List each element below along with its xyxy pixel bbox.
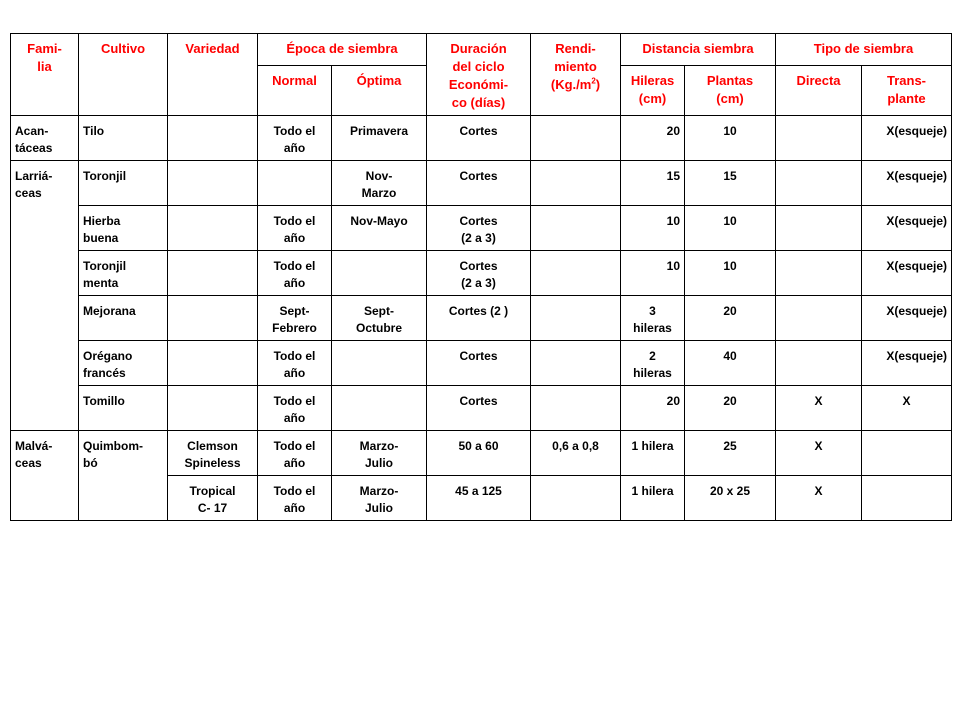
cell-plantas: 10: [685, 251, 776, 296]
table-row: [11, 206, 952, 251]
cell-duracion: Cortes (2 a 3): [427, 206, 531, 251]
cell-cultivo: Quimbom- bó: [79, 431, 168, 521]
cell-directa: [776, 116, 862, 161]
cell-rendimiento: [531, 206, 621, 251]
table-row: [11, 386, 952, 431]
cell-hileras: 10: [621, 251, 685, 296]
table-header: [11, 34, 952, 116]
header-cultivo: Cultivo: [79, 34, 168, 116]
cell-duracion: 50 a 60: [427, 431, 531, 476]
table-row: [11, 341, 952, 386]
cell-hileras: 1 hilera: [621, 476, 685, 521]
cell-directa: [776, 341, 862, 386]
header-distancia-siembra: Distancia siembra: [621, 34, 776, 66]
cell-transplante: X: [862, 386, 952, 431]
cell-normal: Todo el año: [258, 386, 332, 431]
cell-variedad: Tropical C- 17: [168, 476, 258, 521]
cell-transplante: [862, 431, 952, 476]
table-row: [11, 161, 952, 206]
header-directa: Directa: [776, 66, 862, 116]
cell-cultivo: Mejorana: [79, 296, 168, 341]
cell-cultivo: Hierba buena: [79, 206, 168, 251]
cell-variedad: Clemson Spineless: [168, 431, 258, 476]
cell-rendimiento: [531, 386, 621, 431]
cell-rendimiento: [531, 476, 621, 521]
cell-optima: [332, 341, 427, 386]
header-normal: Normal: [258, 66, 332, 116]
cell-optima: Sept- Octubre: [332, 296, 427, 341]
cell-hileras: 20: [621, 386, 685, 431]
cell-optima: Primavera: [332, 116, 427, 161]
cell-duracion: 45 a 125: [427, 476, 531, 521]
header-plantas: Plantas (cm): [685, 66, 776, 116]
cell-hileras: 3 hileras: [621, 296, 685, 341]
cell-variedad: [168, 116, 258, 161]
table-row: [11, 296, 952, 341]
cell-normal: Todo el año: [258, 476, 332, 521]
cell-variedad: [168, 341, 258, 386]
cell-plantas: 10: [685, 206, 776, 251]
table-row: [11, 116, 952, 161]
cell-familia: Malvá- ceas: [11, 431, 79, 521]
cell-directa: X: [776, 476, 862, 521]
cell-cultivo: Toronjil: [79, 161, 168, 206]
table-row: [11, 431, 952, 476]
header-transplante: Trans- plante: [862, 66, 952, 116]
header-familia: Fami- lia: [11, 34, 79, 116]
cell-duracion: Cortes: [427, 341, 531, 386]
cell-optima: Marzo- Julio: [332, 476, 427, 521]
cell-duracion: Cortes (2 a 3): [427, 251, 531, 296]
cell-hileras: 20: [621, 116, 685, 161]
cell-transplante: [862, 476, 952, 521]
header-optima: Óptima: [332, 66, 427, 116]
cell-normal: Sept- Febrero: [258, 296, 332, 341]
cell-cultivo: Tomillo: [79, 386, 168, 431]
cell-optima: [332, 251, 427, 296]
cell-duracion: Cortes (2 ): [427, 296, 531, 341]
crop-table: [10, 33, 952, 521]
cell-rendimiento: [531, 251, 621, 296]
cell-normal: Todo el año: [258, 431, 332, 476]
cell-variedad: [168, 251, 258, 296]
cell-cultivo: Toronjil menta: [79, 251, 168, 296]
cell-duracion: Cortes: [427, 161, 531, 206]
cell-variedad: [168, 161, 258, 206]
header-row-1: [11, 34, 952, 66]
header-rendimiento-close: ): [595, 77, 601, 92]
cell-directa: [776, 206, 862, 251]
header-variedad: Variedad: [168, 34, 258, 116]
cell-directa: [776, 251, 862, 296]
cell-cultivo: Tilo: [79, 116, 168, 161]
cell-plantas: 20: [685, 386, 776, 431]
cell-rendimiento: 0,6 a 0,8: [531, 431, 621, 476]
cell-optima: Nov-Mayo: [332, 206, 427, 251]
cell-variedad: [168, 206, 258, 251]
cell-transplante: X(esqueje): [862, 116, 952, 161]
table-row: [11, 251, 952, 296]
cell-hileras: 10: [621, 206, 685, 251]
cell-rendimiento: [531, 296, 621, 341]
header-duracion: Duración del ciclo Económi- co (días): [427, 34, 531, 116]
cell-transplante: X(esqueje): [862, 251, 952, 296]
cell-plantas: 20 x 25: [685, 476, 776, 521]
cell-optima: Nov- Marzo: [332, 161, 427, 206]
cell-normal: Todo el año: [258, 206, 332, 251]
cell-directa: X: [776, 386, 862, 431]
header-tipo-siembra: Tipo de siembra: [776, 34, 952, 66]
cell-transplante: X(esqueje): [862, 341, 952, 386]
cell-transplante: X(esqueje): [862, 206, 952, 251]
cell-cultivo: Orégano francés: [79, 341, 168, 386]
cell-hileras: 15: [621, 161, 685, 206]
cell-optima: [332, 386, 427, 431]
cell-transplante: X(esqueje): [862, 296, 952, 341]
cell-normal: Todo el año: [258, 251, 332, 296]
cell-familia: Larriá- ceas: [11, 161, 79, 431]
cell-directa: X: [776, 431, 862, 476]
cell-familia: Acan- táceas: [11, 116, 79, 161]
cell-rendimiento: [531, 341, 621, 386]
header-hileras: Hileras (cm): [621, 66, 685, 116]
cell-plantas: 40: [685, 341, 776, 386]
cell-normal: [258, 161, 332, 206]
cell-normal: Todo el año: [258, 116, 332, 161]
cell-rendimiento: [531, 116, 621, 161]
cell-duracion: Cortes: [427, 386, 531, 431]
cell-plantas: 20: [685, 296, 776, 341]
cell-hileras: 1 hilera: [621, 431, 685, 476]
cell-directa: [776, 296, 862, 341]
cell-rendimiento: [531, 161, 621, 206]
cell-plantas: 25: [685, 431, 776, 476]
header-rendimiento-exponent: 2: [591, 76, 596, 86]
cell-duracion: Cortes: [427, 116, 531, 161]
cell-plantas: 15: [685, 161, 776, 206]
cell-variedad: [168, 386, 258, 431]
cell-variedad: [168, 296, 258, 341]
header-rendimiento-text: Rendi- miento (Kg./m: [550, 41, 597, 92]
cell-normal: Todo el año: [258, 341, 332, 386]
cell-transplante: X(esqueje): [862, 161, 952, 206]
header-epoca-siembra: Época de siembra: [258, 34, 427, 66]
cell-directa: [776, 161, 862, 206]
header-rendimiento: [531, 34, 621, 116]
cell-plantas: 10: [685, 116, 776, 161]
cell-hileras: 2 hileras: [621, 341, 685, 386]
table-body: [11, 116, 952, 521]
cell-optima: Marzo- Julio: [332, 431, 427, 476]
